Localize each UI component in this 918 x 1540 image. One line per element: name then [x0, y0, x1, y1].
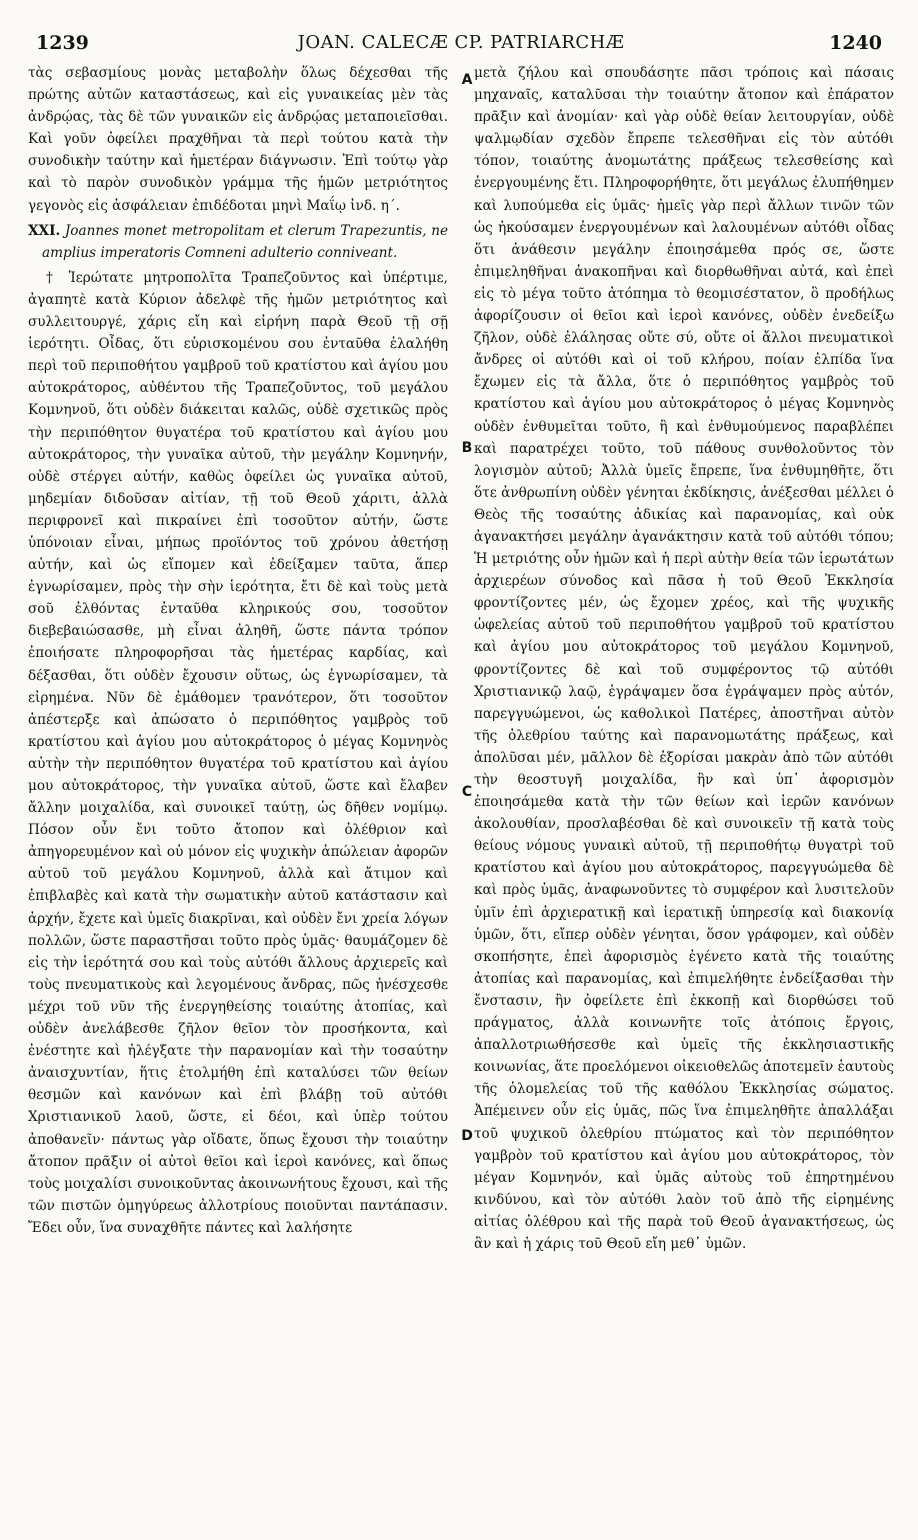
page-number-right: 1240	[829, 32, 882, 54]
left-paragraph-2: † Ἱερώτατε μητροπολῖτα Τραπεζοῦντος καὶ ὑπέρτιμε, ἀγαπητὲ κατὰ Κύριον ἀδελφὲ τῆς ἡμῶν μετριότητος καὶ συλλειτουργέ, χάρις εἴη καὶ εἰρήνη παρὰ Θεοῦ τῇ σῇ ἱερότητι. Οἶδας, ὅτι εὑρισκομένου σου ἐνταῦθα ἐλαλήθη περὶ τοῦ περιποθήτου γαμβροῦ τοῦ κρατίστου καὶ ἁγίου μου αὐτοκράτορος, αὐθέντου τῆς Τραπεζοῦντος, τοῦ μεγάλου Κομνηνοῦ, ὅτι οὐδὲν διάκειται καλῶς, οὐδὲ σχετικῶς πρὸς τὴν περιπόθητον θυγατέρα τοῦ κρατίστου καὶ ἁγίου μου αὐτοκράτορος, τὴν γυναῖκα αὐτοῦ, τὴν μεγάλην Κομνηνήν, οὐδὲ στέργει αὐτήν, καθὼς ὀφείλει ὡς γυναῖκα αὐτοῦ, μηδεμίαν διδοῦσαν αἰτίαν, τῇ τοῦ Θεοῦ χάριτι, ἀλλὰ περιφρονεῖ καὶ πικραίνει ἐπὶ τοσοῦτον αὐτήν, ὥστε ὑπόνοιαν εἶναι, μήπως προϊόντος τοῦ χρόνου ἀθετήσῃ αὐτήν, καὶ ὡς εἴπομεν καὶ ἐδείξαμεν ταῦτα, ἅπερ ἐγνωρίσαμεν, πρὸς τὴν σὴν ἱερότητα, ἔτι δὲ καὶ τοὺς μετὰ σοῦ ἐλθόντας ἐνταῦθα κληρικούς σου, τοσοῦτον διεβεβαιώσασθε, μὴ εἶναι ἀληθῆ, ὥστε πάντα τρόπον ἐποιήσατε πληροφορῆσαι τὰς ἡμετέρας καρδίας, καὶ δέξασθαι, ὅτι οὐδὲν ἔχουσιν οὕτως, ὡς ἐγνωρίσαμεν, τὰ εἰρημένα. Νῦν δὲ ἐμάθομεν τρανότερον, ὅτι τοσοῦτον ἀπέστερξε καὶ ἀπώσατο ὁ περιπόθητος γαμβρὸς τοῦ κρατίστου καὶ ἁγίου μου αὐτοκράτορος ὁ μέγας Κομνηνὸς αὐτὴν τὴν περιπόθητον θυγατέρα τοῦ κρατίστου καὶ ἁγίου μου αὐτοκράτορος, τὴν γυναῖκα αὐτοῦ, ὥστε καὶ ἔλαβεν ἄλλην μοιχαλίδα, καὶ συνοικεῖ ταύτῃ, ὡς δῆθεν νομίμῳ. Πόσον οὖν ἔνι τοῦτο ἄτοπον καὶ ὀλέθριον καὶ ἀπηγορευμένον καὶ οὐ μόνον εἰς ψυχικὴν ἀπώλειαν ἀφορῶν αὐτοῦ τοῦ μεγάλου Κομνηνοῦ, ἀλλὰ καὶ ἄτιμον καὶ ἐπιβλαβὲς καὶ κατὰ τὴν σωματικὴν αὐτοῦ κατάστασιν καὶ ἀρχήν, ἔχετε καὶ ὑμεῖς διακρῖναι, καὶ οὐδὲν ἔνι χρεία λόγων πολλῶν, ὥστε παραστῆσαι τοῦτο πρὸς ὑμᾶς· θαυμάζομεν δὲ εἰς τὴν ἱερότητά σου καὶ τοὺς αὐτόθι ἄλλους ἀρχιερεῖς καὶ τοὺς πνευματικοὺς καὶ λεγομένους ἄνδρας, πῶς ἠνέσχεσθε μέχρι τοῦ νῦν τῆς ἐνεργηθείσης τοιαύτης ἀτοπίας, καὶ οὐδὲν ἀνελάβεσθε ζῆλον θεῖον τὸν προσήκοντα, καὶ ἐνέστητε καὶ ἠλέγξατε τὴν παρανομίαν καὶ τὴν τοσαύτην ἀναισχυντίαν, ἥτις ἐτολμήθη ἐπὶ καταλύσει τῶν θείων θεσμῶν καὶ κανόνων καὶ ἐπὶ βλάβῃ τοῦ αὐτόθι Χριστιανικοῦ λαοῦ, ὥστε, εἰ δέοι, καὶ ὑπὲρ τούτου ἀποθανεῖν· πάντως γὰρ οἴδατε, ὅπως ἔχουσι τὴν τοιαύτην ἄτοπον πρᾶξιν οἱ αὐτοὶ θεῖοι καὶ ἱεροὶ κανόνες, καὶ ὅπως τοὺς μοιχαλίσι συνοικοῦντας ἀκοινωνήτους ἔχουσι, καὶ τῆς τῶν πιστῶν ὁμηγύρεως ἀλλοτρίους ποιοῦνται παντάπασιν. Ἔδει οὖν, ἵνα συναχθῆτε πάντες καὶ λαλήσητε	[28, 269, 448, 1236]
right-paragraph-1: μετὰ ζήλου καὶ σπουδάσητε πᾶσι τρόποις καὶ πάσαις μηχαναῖς, καταλῦσαι τὴν τοιαύτην ἄτοπον καὶ ἐπάρατον πρᾶξιν καὶ ἀνομίαν· καὶ γὰρ οὐδὲ θείαν λειτουργίαν, οὐδὲ ψαλμῳδίαν σχεδὸν ἔπρεπε τελεσθῆναι εἰς τὸν αὐτόθι τόπον, τοιαύτης ἀνομωτάτης πράξεως τελεσθείσης καὶ ἐνεργουμένης ἔτι. Πληροφορήθητε, ὅτι μεγάλως ἐλυπήθημεν καὶ λυπούμεθα εἰς ὑμᾶς· ἠμεῖς γὰρ περὶ ἄλλων τινῶν τῶν ὡς ἠκούσαμεν ἐνεργουμένων καὶ λαλουμένων αὐτόθι οἶδας ὅτι ἀνάθεσιν μεγάλην ἐποιησάμεθα πρός σε, ὥστε ἐπιμεληθῆναι ἀνακοπῆναι καὶ διορθωθῆναι αὐτά, καὶ ἐπεὶ εἰς τὸ μέγα τοῦτο ἀτόπημα τὸ θεομισέστατον, ὃ προδήλως ἀφορίζουσιν οἱ θεῖοι καὶ ἱεροὶ κανόνες, οὐδὲν ἐνεδείξω ζῆλον, οὐδὲ ἐλάλησας οὔτε σύ, οὔτε οἱ ἄλλοι πνευματικοὶ ἄνδρες οἱ αὐτόθι καὶ οἱ τοῦ κλήρου, ποίαν ἐλπίδα ἵνα ἔχωμεν εἰς τὰ ἄλλα, ὅτε ὁ περιπόθητος γαμβρὸς τοῦ κρατίστου καὶ ἁγίου μου αὐτοκράτορος ὁ μέγας Κομνηνὸς οὐδὲν ἐνθυμεῖται τοῦτο, ἢ καὶ ἐνθυμούμενος παραβλέπει καὶ παρατρέχει τοῦτο, τοῦ πάθους συνθολοῦντος τὸν λογισμὸν αὐτοῦ; Ἀλλὰ ὑμεῖς ἔπρεπε, ἵνα ἐνθυμηθῆτε, ὅτι ὅτε ἀνθρωπίνη οὐδὲν γένηται ἐκδίκησις, ἀνέξεσθαι μέλλει ὁ Θεὸς τῆς τοσαύτης ἀδικίας καὶ παρανομίας, καὶ οὐκ ἀγανακτήσει μεγάλην ἀγανάκτησιν κατὰ τοῦ αὐτόθι τόπου; Ἡ μετριότης οὖν ἡμῶν καὶ ἡ περὶ αὐτὴν θεία τῶν ἱερωτάτων ἀρχιερέων σύνοδος καὶ πᾶσα ἡ τοῦ Θεοῦ Ἐκκλησία φροντίζοντες μέν, ὡς ἔχομεν χρέος, καὶ τῆς ψυχικῆς ὠφελείας αὐτοῦ τοῦ περιποθήτου γαμβροῦ τοῦ κρατίστου καὶ ἁγίου μου αὐτοκράτορος τοῦ μεγάλου Κομνηνοῦ, φροντίζοντες δὲ καὶ τοῦ συμφέροντος τῷ αὐτόθι Χριστιανικῷ λαῷ, ἐγράψαμεν ὅσα ἐγράψαμεν πρὸς αὐτόν, παρεγγυώμενοι, ὡς καθολικοὶ Πατέρες, ἀποστῆναι αὐτὸν τῆς ὀλεθρίου ταύτης καὶ παρανομωτάτης πράξεως, καὶ ἀπολῦσαι μέν, μᾶλλον δὲ ἐξορίσαι μακρὰν ἀπὸ τῶν αὐτόθι τὴν θεοστυγῆ μοιχαλίδα, ἣν καὶ ὑπ᾿ ἀφορισμὸν ἐποιησάμεθα κατὰ τὴν τῶν θείων καὶ ἱερῶν κανόνων ἀκολουθίαν, προσλαβέσθαι δὲ καὶ συνοικεῖν τῇ κατὰ τοὺς θείους νόμους γυναικὶ αὐτοῦ, τῇ περιποθήτῳ θυγατρὶ τοῦ κρατίστου καὶ ἁγίου μου αὐτοκράτορος, παρεγγυώμεθα δὲ καὶ πρὸς ὑμᾶς, ἀναφωνοῦντες τὸ συμφέρον καὶ λυσιτελοῦν ὑμῖν ἐπὶ ἀρχιερατικῇ καὶ ἱερατικῇ ὑπηρεσίᾳ καὶ διακονίᾳ ὑμῶν, ὅτι, εἴπερ οὐδὲν γένηται, ὅσον γράφομεν, καὶ οὐδὲν σκοπήσητε, ἐπεὶ ἀφορισμὸς ἐγένετο κατὰ τῆς τοιαύτης ἀτοπίας καὶ παρανομίας, καὶ ἐπιμελήθητε ἐνδείξασθαι τὴν ἔνστασιν, ἣν ὀφείλετε ἐπὶ ἐκκοπῇ καὶ διορθώσει τοῦ πράγματος, ἀλλὰ κοινωνῆτε τοῖς ἀτόποις ἔργοις, ἀπαλλοτριωθήσεσθε καὶ ὑμεῖς τῆς ἐκκλησιαστικῆς κοινωνίας, ἅτε προελόμενοι οἰκειοθελῶς ἀποτεμεῖν ἑαυτοὺς τῆς ὁλομελείας τοῦ τῆς καθόλου Ἐκκλησίας σώματος. Ἀπέμεινεν οὖν εἰς ὑμᾶς, πῶς ἵνα ἐπιμεληθῆτε ἀπαλλάξαι τοῦ ψυχικοῦ ὀλεθρίου πτώματος καὶ τὸν περιπόθητον γαμβρὸν τοῦ κρατίστου καὶ ἁγίου μου αὐτοκράτορος, τὸν μέγαν Κομνηνόν, καὶ ὑμᾶς αὐτοὺς τοῦ ἐπηρτημένου κινδύνου, καὶ τὸν αὐτόθι λαὸν τοῦ ἀπὸ τῆς εἰρημένης αἰτίας ὀλέθρου καὶ τῆς παρὰ τοῦ Θεοῦ ἀγανακτήσεως, ὡς ἂν καὶ ἡ χάρις τοῦ Θεοῦ εἴη μεθ᾿ ὑμῶν.	[474, 65, 894, 1252]
left-paragraph-1: τὰς σεβασμίους μονὰς μεταβολὴν ὅλως δέχεσθαι τῆς πρώτης αὐτῶν καταστάσεως, καὶ εἰς γυναικείας μὲν τὰς ἀνδρῴας, τὰς δὲ τῶν γυναικῶν εἰς ἀνδρῴας μεταποιεῖσθαι. Καὶ γοῦν ὀφείλει πραχθῆναι τὰ περὶ τούτου κατὰ τὴν συνοδικὴν ταύτην καὶ ἡμετέραν διάγνωσιν. Ἐπὶ τούτῳ γὰρ καὶ τὸ παρὸν συνοδικὸν γράμμα τῆς ἡμῶν μετριότητος γεγονὸς εἰς ἀσφάλειαν ἐπιδέδοται μηνὶ Μαΐῳ ἰνδ. η΄.	[28, 65, 448, 214]
two-column-body	[28, 62, 894, 1255]
running-header	[28, 28, 894, 62]
section-number: XXI.	[28, 222, 61, 239]
margin-letter-d: D	[461, 1128, 473, 1144]
margin-letter-a: A	[461, 72, 473, 88]
right-column	[474, 62, 894, 1255]
section-summary	[28, 220, 448, 264]
left-column	[28, 62, 448, 1255]
margin-letter-c: C	[461, 784, 473, 800]
running-title: JOAN. CALECÆ CP. PATRIARCHÆ	[297, 32, 625, 53]
page-number-left: 1239	[36, 32, 89, 54]
margin-letter-b: B	[461, 440, 473, 456]
section-summary-text: Joannes monet metropolitam et clerum Trapezuntis, ne amplius imperatoris Comneni adulterio conniveant.	[42, 222, 448, 261]
